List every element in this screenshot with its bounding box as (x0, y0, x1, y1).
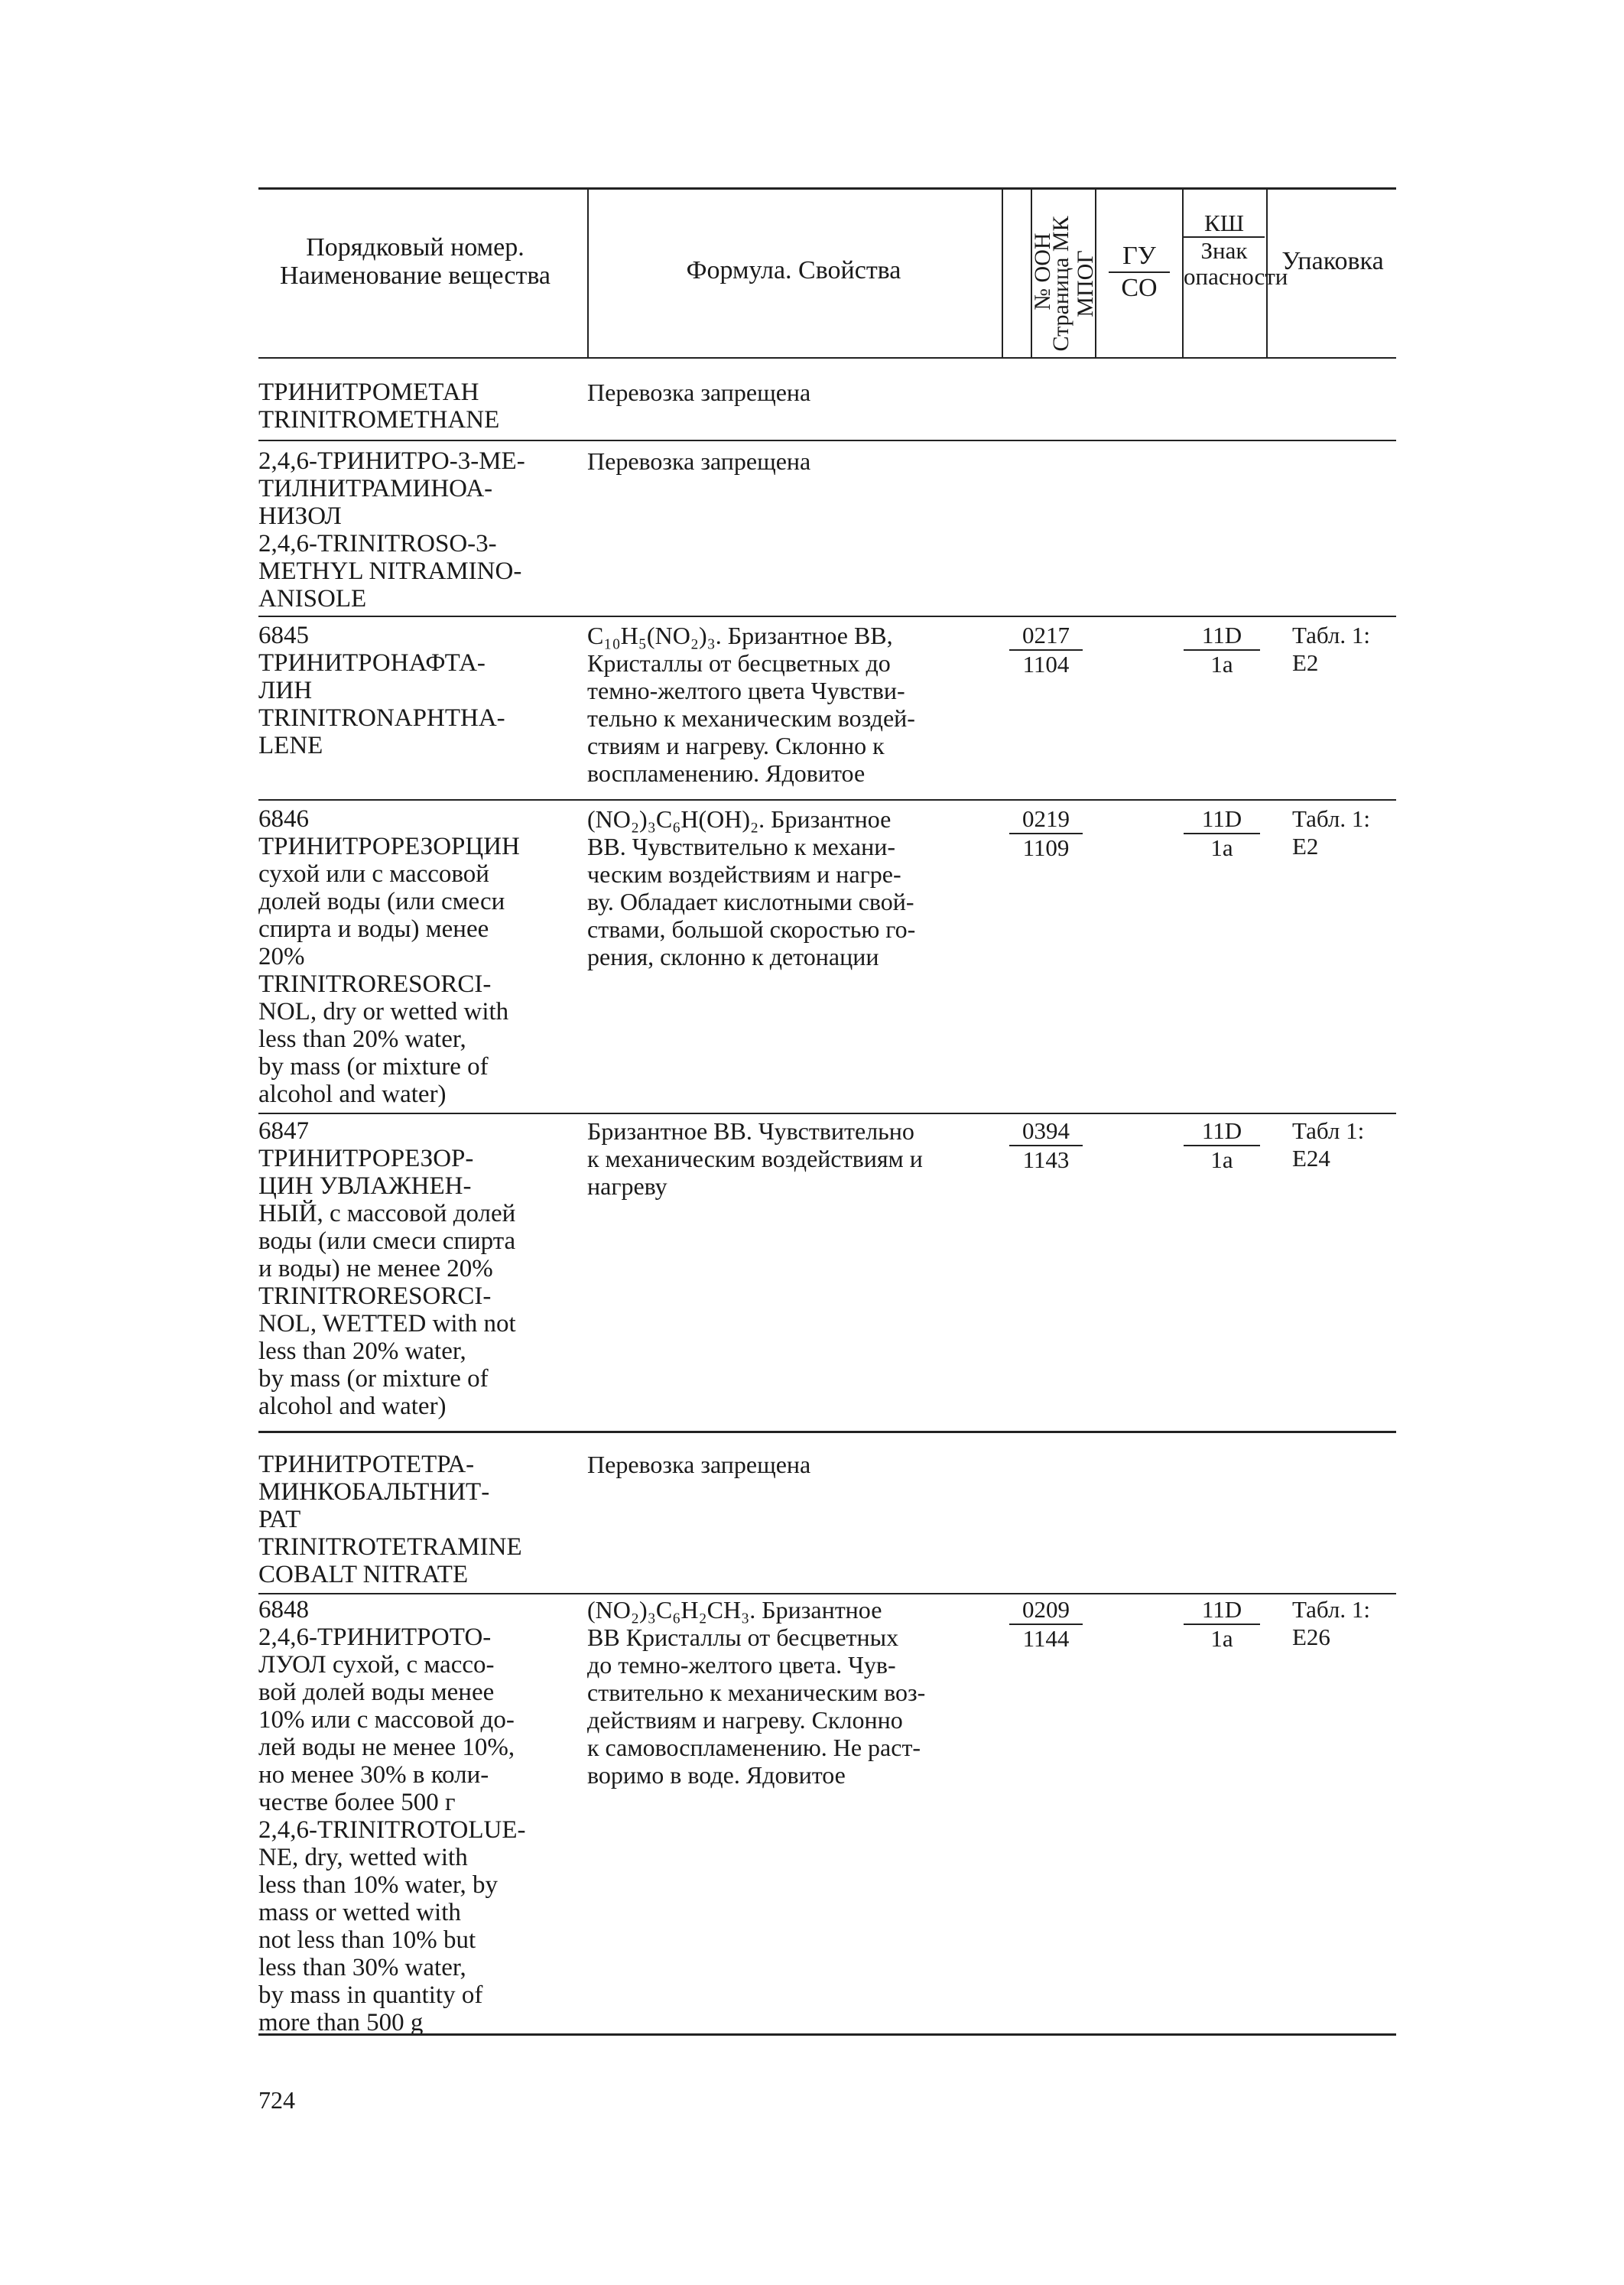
row-divider (258, 1113, 1396, 1114)
class-sign: 11D 1a (1184, 1596, 1260, 1653)
substance-name: 2,4,6-ТРИНИТРО-3-МЕ- ТИЛНИТРАМИНОА- НИЗОЛ 2,4,6-TRINITROSO-3- METHYL NITRAMINO- ANISOLE (258, 447, 525, 613)
substance-name: ТРИНИТРОТЕТРА- МИНКОБАЛЬТНИТ- РАТ TRINITROTETRAMINE COBALT NITRATE (258, 1451, 522, 1588)
substance-properties: (NO₂)₃C₆H₂CH₃. Бризантное ВВ Кристаллы от бесцветных до темно-желтого цвета. Чув- ствительно к механическим воз- действиям и нагреву. Склонно к самовоспламенению. Не раст- воримо в воде. Ядовитое (587, 1596, 926, 1789)
row-divider (258, 1431, 1396, 1433)
class-sign: 11D 1a (1184, 805, 1260, 862)
substance-properties: Перевозка запрещена (587, 379, 811, 406)
header-page: Страница МК МПОГ (1048, 216, 1098, 352)
header-ksh: КШ (1184, 210, 1265, 238)
substance-name: 6847 ТРИНИТРОРЕЗОР- ЦИН УВЛАЖНЕН- НЫЙ, с массовой долей воды (или смеси спирта и воды) не менее 20% TRINITRORESORCI- NOL, WETTED with not less than 20% water, by mass (or mixture of alcohol and water) (258, 1117, 516, 1420)
substance-properties: Перевозка запрещена (587, 1451, 811, 1478)
header-sign: Знак опасности (1184, 237, 1288, 290)
header-pack: Упаковка (1281, 247, 1384, 275)
substance-properties: C₁₀H₅(NO₂)₃. Бризантное ВВ, Кристаллы от бесцветных до темно-желтого цвета Чувстви- тельно к механическим воздей- ствиям и нагреву. Склонно к воспламенению. Ядовитое (587, 622, 915, 787)
class-sign: 11D 1a (1184, 1117, 1260, 1174)
substance-properties: Бризантное ВВ. Чувствительно к механическим воздействиям и нагреву (587, 1117, 923, 1200)
packaging: Табл. 1: E26 (1292, 1596, 1371, 1650)
row-divider (258, 616, 1396, 617)
header-co: СО (1121, 274, 1158, 302)
substance-properties: Перевозка запрещена (587, 447, 811, 475)
header-un: № ООН (1030, 232, 1055, 310)
table-header (258, 187, 1396, 357)
header-ksh-sign (1184, 210, 1288, 290)
packaging: Табл. 1: E2 (1292, 622, 1371, 676)
substance-properties: (NO₂)₃C₆H(OH)₂. Бризантное ВВ. Чувствительно к механи- ческим воздействиям и нагре- ву. Обладает кислотными свой- ствами, большой скоростью го- рения, склонно к детонации (587, 805, 916, 970)
row-divider (258, 440, 1396, 441)
header-name: Порядковый номер. Наименование вещества (279, 233, 551, 290)
packaging: Табл. 1: E2 (1292, 805, 1371, 860)
un-page-codes: 0219 1109 (1009, 805, 1083, 862)
substance-name: ТРИНИТРОМЕТАН TRINITROMETHANE (258, 379, 500, 434)
bottom-rule (258, 2033, 1396, 2036)
substance-name: 6848 2,4,6-ТРИНИТРОТО- ЛУОЛ сухой, с массо- вой долей воды менее 10% или с массовой до- лей воды не менее 10%, но менее 30% в коли- честве более 500 г 2,4,6-TRINITROTOLUE- NE, dry, wetted with less than 10% water, by mass or wetted with not less than 10% but less than 30% water, by mass in quantity of more than 500 g (258, 1596, 526, 2036)
row-divider (258, 799, 1396, 801)
header-gu-co (1109, 241, 1170, 304)
header-bottom-rule (258, 357, 1396, 359)
class-sign: 11D 1a (1184, 622, 1260, 678)
un-page-codes: 0217 1104 (1009, 622, 1083, 678)
substance-name: 6845 ТРИНИТРОНАФТА- ЛИН TRINITRONAPHTHA- LENE (258, 622, 505, 759)
un-page-codes: 0394 1143 (1009, 1117, 1083, 1174)
un-page-codes: 0209 1144 (1009, 1596, 1083, 1653)
header-gu: ГУ (1109, 241, 1170, 273)
row-divider (258, 1593, 1396, 1594)
page-number: 724 (258, 2086, 295, 2114)
packaging: Табл 1: E24 (1292, 1117, 1365, 1172)
header-formula: Формула. Свойства (686, 256, 901, 284)
substance-name: 6846 ТРИНИТРОРЕЗОРЦИН сухой или с массовой долей воды (или смеси спирта и воды) менее 20% TRINITRORESORCI- NOL, dry or wetted with less than 20% water, by mass (or mixture of alcohol and water) (258, 805, 520, 1108)
